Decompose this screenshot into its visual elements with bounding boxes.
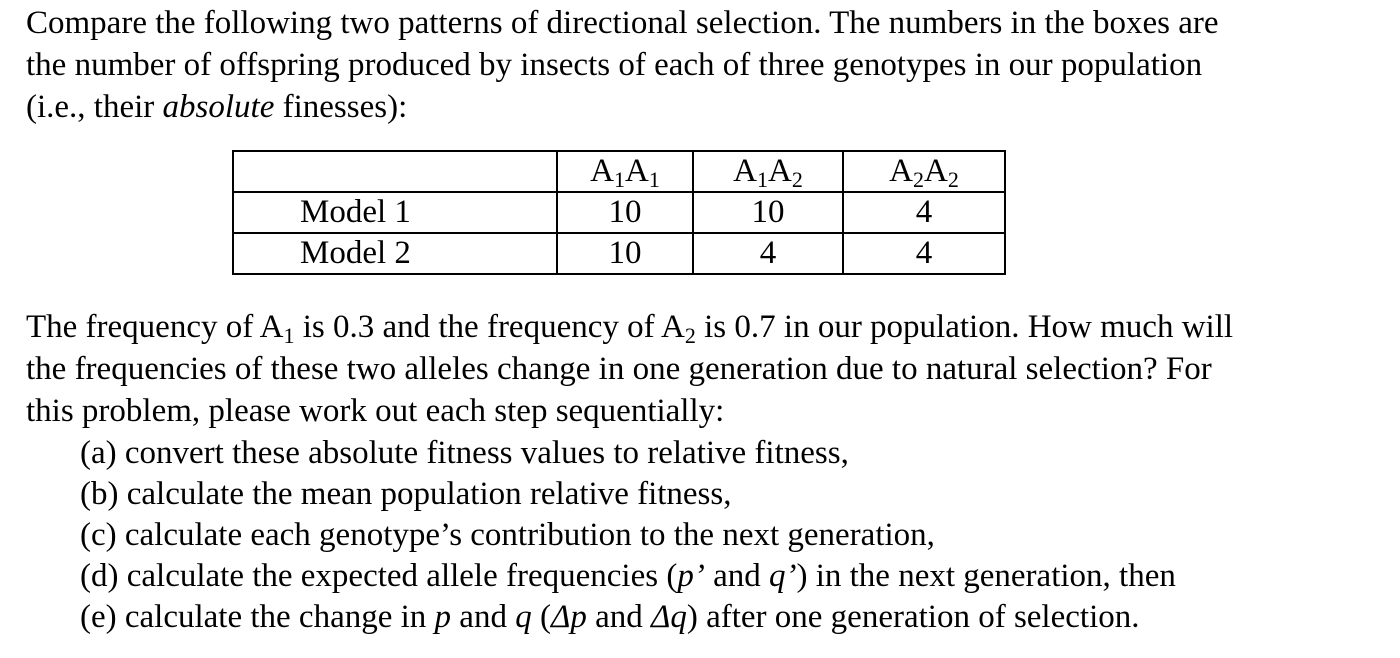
header-genotype-a1a1: A1A1	[557, 151, 693, 192]
question-line-2: the frequencies of these two alleles change in one generation due to natural selection? For	[26, 351, 1212, 387]
step-a: (a) convert these absolute fitness values to relative fitness,	[80, 435, 849, 471]
intro-line-3-prefix: (i.e., their	[26, 89, 163, 125]
step-d: (d) calculate the expected allele frequencies (p’ and q’) in the next generation, then	[80, 558, 1176, 594]
intro-line-1: Compare the following two patterns of directional selection. The numbers in the boxes are	[26, 5, 1219, 41]
table-row	[233, 233, 1005, 274]
table-corner-cell	[233, 151, 557, 192]
header-genotype-a1a2: A1A2	[693, 151, 843, 192]
symbol-delta-q: Δq	[650, 599, 687, 635]
question-line-3: this problem, please work out each step sequentially:	[26, 393, 725, 429]
header-genotype-a2a2: A2A2	[843, 151, 1005, 192]
table-header-row	[233, 151, 1005, 192]
symbol-q-prime: q’	[768, 558, 797, 594]
row-label-model-2: Model 2	[233, 233, 557, 274]
symbol-p-prime: p’	[677, 558, 705, 594]
question-line-1: The frequency of A1 is 0.3 and the frequency of A2 is 0.7 in our population. How much will	[26, 309, 1234, 348]
intro-line-3	[26, 86, 1219, 128]
step-e: (e) calculate the change in p and q (Δp and Δq) after one generation of selection.	[80, 599, 1140, 635]
fitness-table	[232, 150, 1006, 275]
cell-value: 10	[557, 192, 693, 233]
symbol-q: q	[515, 599, 532, 635]
cell-value: 4	[843, 233, 1005, 274]
intro-line-3-suffix: finesses):	[274, 89, 408, 125]
symbol-delta-p: Δp	[550, 599, 587, 635]
cell-value: 10	[693, 192, 843, 233]
table-row	[233, 192, 1005, 233]
step-b: (b) calculate the mean population relative fitness,	[80, 476, 732, 512]
step-c: (c) calculate each genotype’s contribution to the next generation,	[80, 517, 935, 553]
cell-value: 10	[557, 233, 693, 274]
row-label-model-1: Model 1	[233, 192, 557, 233]
intro-absolute-italic: absolute	[162, 89, 275, 125]
intro-paragraph	[26, 2, 1219, 128]
cell-value: 4	[843, 192, 1005, 233]
question-paragraph	[26, 306, 1233, 637]
cell-value: 4	[693, 233, 843, 274]
symbol-p: p	[434, 599, 452, 635]
intro-line-2: the number of offspring produced by insects of each of three genotypes in our population	[26, 47, 1203, 83]
